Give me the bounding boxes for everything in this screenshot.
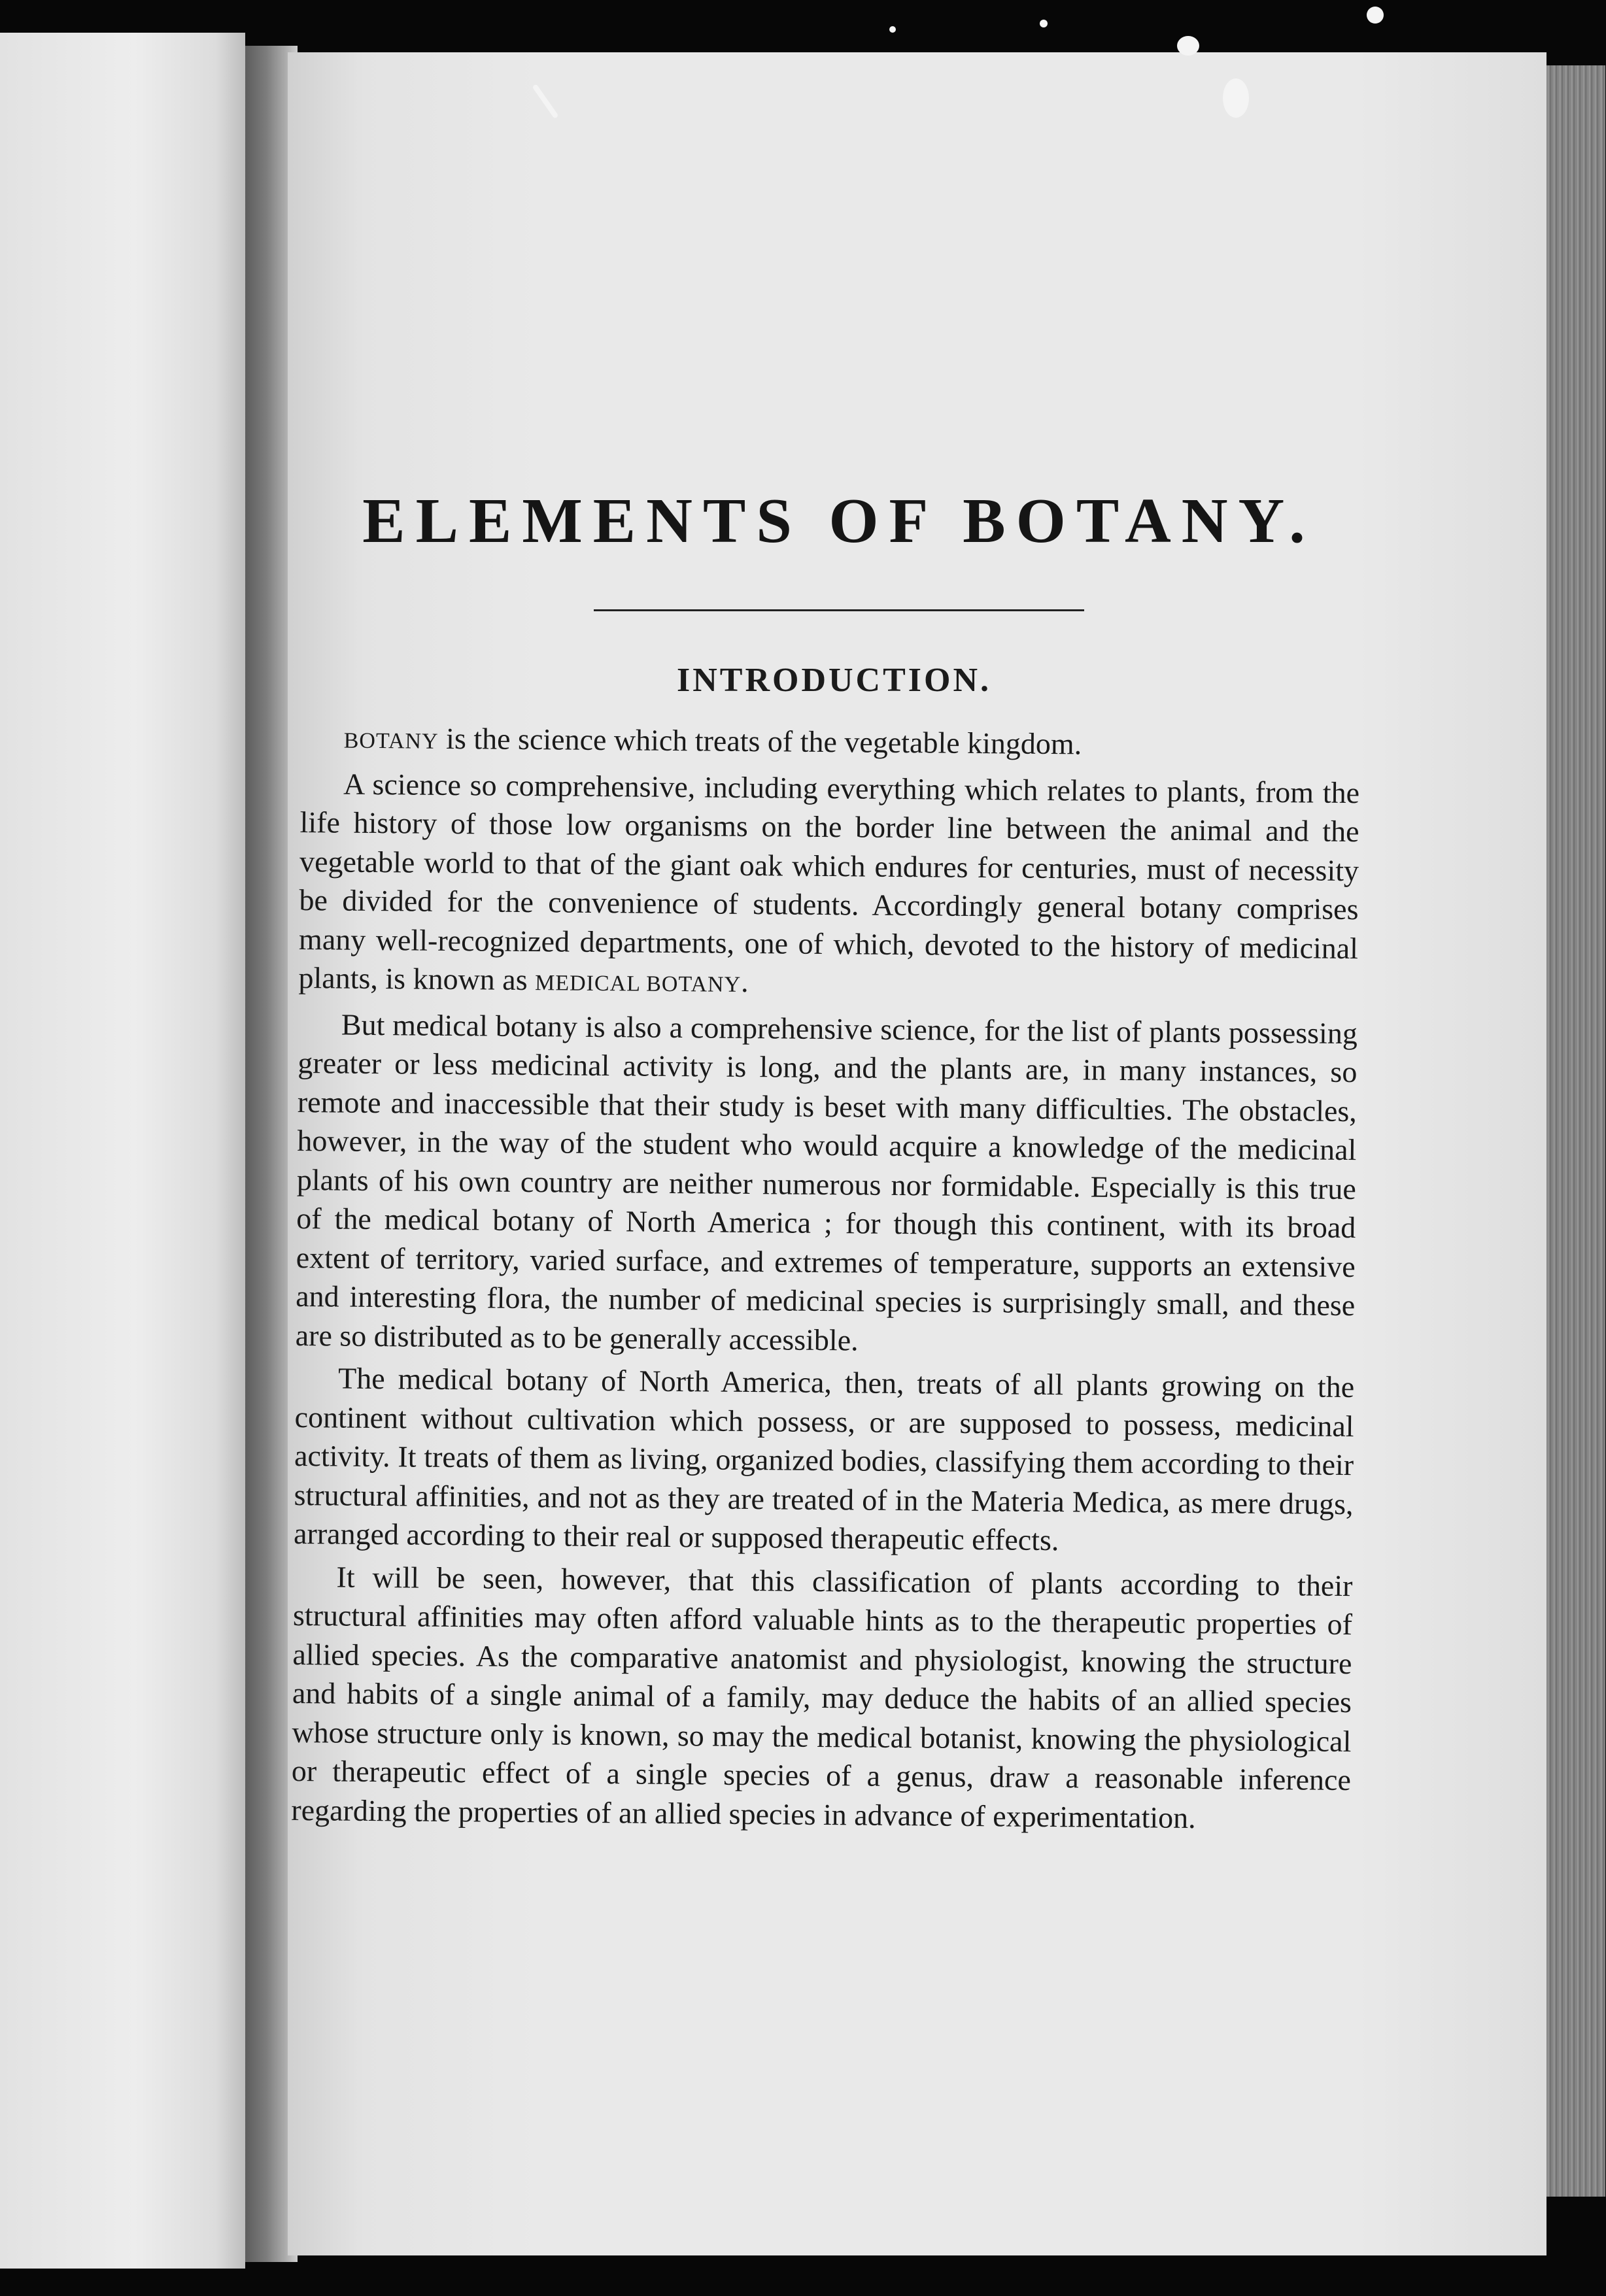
facing-page-edge [0, 33, 245, 2269]
scan-speck [1367, 7, 1384, 24]
paragraph-2-text: A science so comprehensive, including everything which relates to plants, from the life history of those low organisms on the border line between the animal and the vegetable world to that of the giant oak which endures for centuries, must of necessity be divided for the convenience of students. Accordingly general botany comprises many well-recognized departments, one of which, devoted to the history of medicinal plants, is known as [298, 767, 1360, 997]
paragraph-1-text: is the science which treats of the vegetable kingdom. [438, 721, 1082, 761]
paragraph-4 [294, 1359, 1355, 1562]
scan-speck [1177, 36, 1199, 56]
scan-speck [1040, 20, 1048, 27]
page-edges [1546, 65, 1605, 2197]
title-rule [594, 609, 1084, 611]
section-heading [0, 664, 1606, 698]
body-text [291, 718, 1360, 1838]
paragraph-2-tail: . [740, 964, 749, 998]
paragraph-5 [291, 1557, 1353, 1838]
lead-term: BOTANY [343, 728, 439, 754]
paragraph-1 [300, 718, 1360, 769]
page-title-text: ELEMENTS OF BOTANY. [362, 486, 1316, 556]
scan-speck [1223, 78, 1249, 118]
paragraph-2 [298, 764, 1359, 1009]
paragraph-5-text: It will be seen, however, that this classification of plants according to their structural affinities may often afford valuable hints as to the therapeutic properties of allied species. As the comparative anatomist and physiologist, knowing the structure and habits of a single animal of a family, may deduce the habits of an allied species whose structure only is known, so may the medical botanist, knowing the physiological or therapeutic effect of a single species of a genus, draw a reasonable inference regarding the properties of an allied species in advance of experimentation. [291, 1560, 1353, 1834]
paragraph-3 [296, 1004, 1358, 1364]
section-heading-text: INTRODUCTION. [676, 662, 992, 699]
page-title [0, 486, 1606, 556]
paragraph-3-text: But medical botany is also a comprehensive science, for the list of plants possessing greater or less medicinal activity is long, and the plants are, in many instances, so remote and inaccessible that their study is beset with many difficulties. The obstacles, however, in the way of the student who would acquire a knowledge of the medicinal plants of his own country are neither numerous nor formidable. Especially is this true of the medical botany of North America ; for though this continent, with its broad extent of territory, varied surface, and extremes of temperature, supports an extensive and interesting flora, the number of medicinal species is surprisingly small, and these are so distributed as to be generally accessible. [295, 1007, 1358, 1357]
scan-speck [889, 26, 896, 33]
defined-term: MEDICAL BOTANY [534, 971, 742, 997]
paragraph-4-text: The medical botany of North America, then, treats of all plants growing on the continent without cultivation which possess, or are supposed to possess, medicinal activity. It treats of them as living, organized bodies, classifying them according to their structural affinities, and not as they are treated of in the Materia Medica, as mere drugs, arranged according to their real or supposed therapeutic effects. [293, 1361, 1355, 1557]
